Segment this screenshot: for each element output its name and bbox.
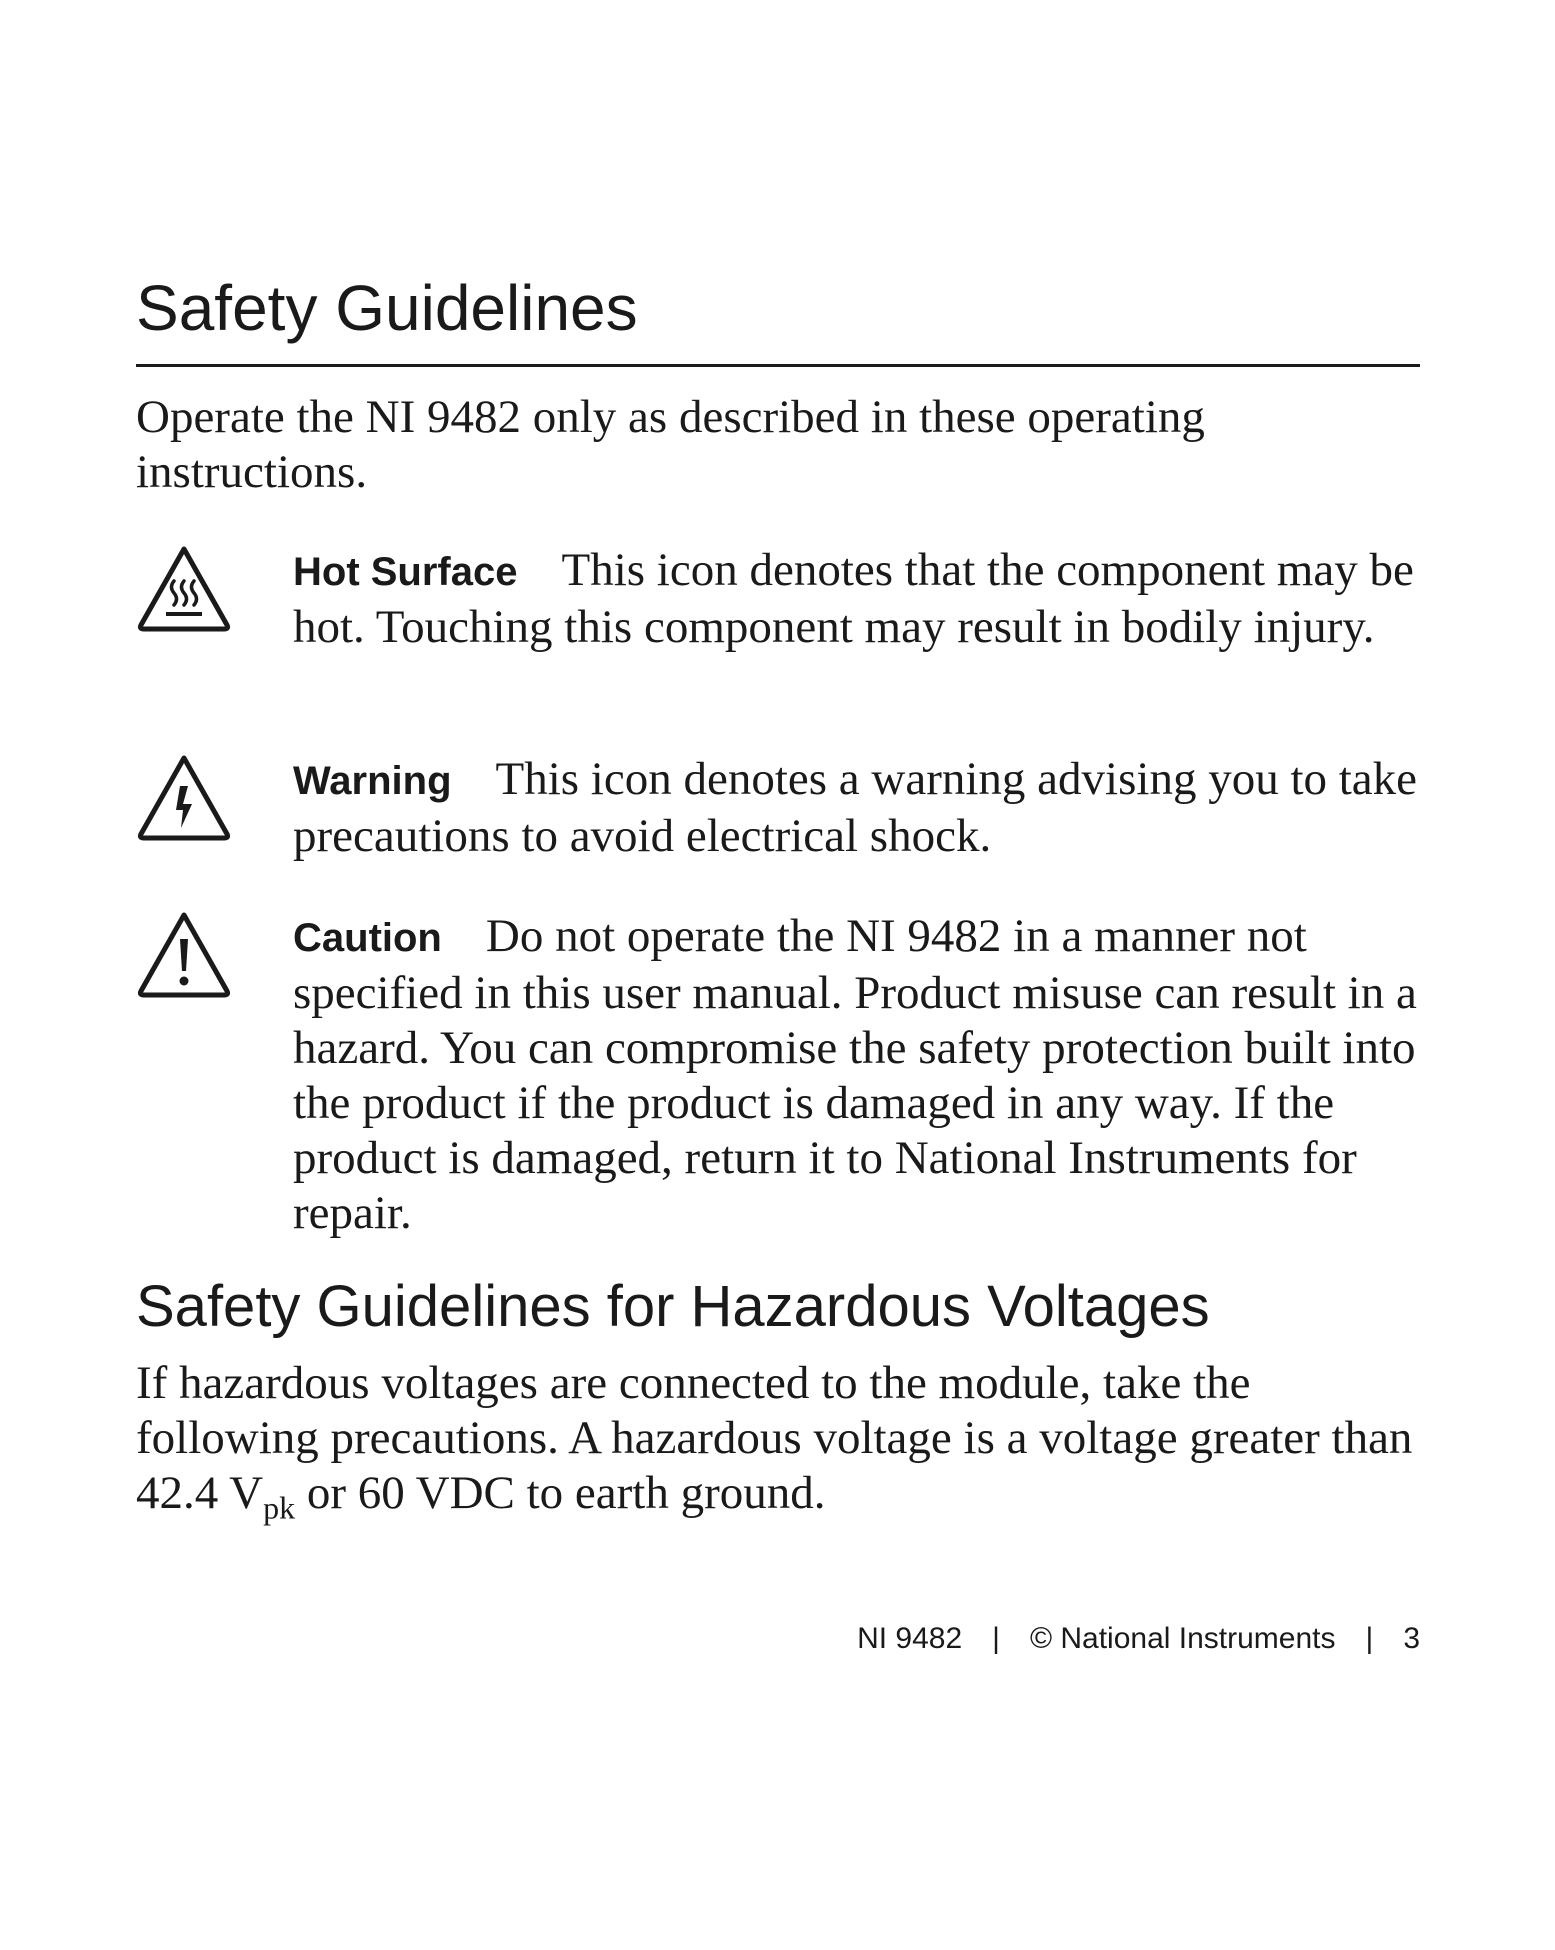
caution-icon xyxy=(136,909,232,999)
footer-separator: | xyxy=(1365,1622,1374,1655)
notice-text xyxy=(293,752,1420,864)
electrical-shock-warning-icon xyxy=(136,752,232,842)
notice-label: Caution xyxy=(293,916,442,960)
title-rule xyxy=(136,364,1420,367)
notice-text xyxy=(293,909,1420,1241)
section-heading-hazardous-voltages: Safety Guidelines for Hazardous Voltages xyxy=(136,1274,1210,1339)
intro-paragraph: Operate the NI 9482 only as described in these operating instructions. xyxy=(136,391,1205,498)
notice-text xyxy=(293,543,1420,655)
page-footer xyxy=(857,1624,1420,1654)
hazardous-text-after: or 60 VDC to earth ground. xyxy=(295,1467,826,1519)
footer-product: NI 9482 xyxy=(857,1622,963,1655)
hot-surface-icon xyxy=(136,543,232,633)
notice-label: Hot Surface xyxy=(293,550,518,594)
notice-body: Do not operate the NI 9482 in a manner not specified in this user manual. Product misuse can result in a hazard. You can compromise the safety protection built into the product if the product is damaged in any way. If the product is damaged, return it to National Instruments for repair. xyxy=(293,910,1417,1239)
page-title: Safety Guidelines xyxy=(136,272,638,344)
footer-copyright: © National Instruments xyxy=(1029,1622,1336,1655)
hazardous-text-before: If hazardous voltages are connected to the module, take the following precautions. A hazardous voltage is a voltage greater than 42.4 V xyxy=(136,1357,1413,1519)
manual-page xyxy=(136,0,1420,1950)
hazardous-voltages-paragraph xyxy=(136,1356,1420,1535)
notice-body: This icon denotes a warning advising you to take precautions to avoid electrical shock. xyxy=(293,753,1418,862)
notice-body: This icon denotes that the component may be hot. Touching this component may result in bodily injury. xyxy=(293,544,1414,653)
notice-label: Warning xyxy=(293,759,452,803)
footer-page-number: 3 xyxy=(1403,1622,1420,1655)
voltage-subscript: pk xyxy=(263,1489,296,1526)
footer-separator: | xyxy=(992,1622,1000,1655)
